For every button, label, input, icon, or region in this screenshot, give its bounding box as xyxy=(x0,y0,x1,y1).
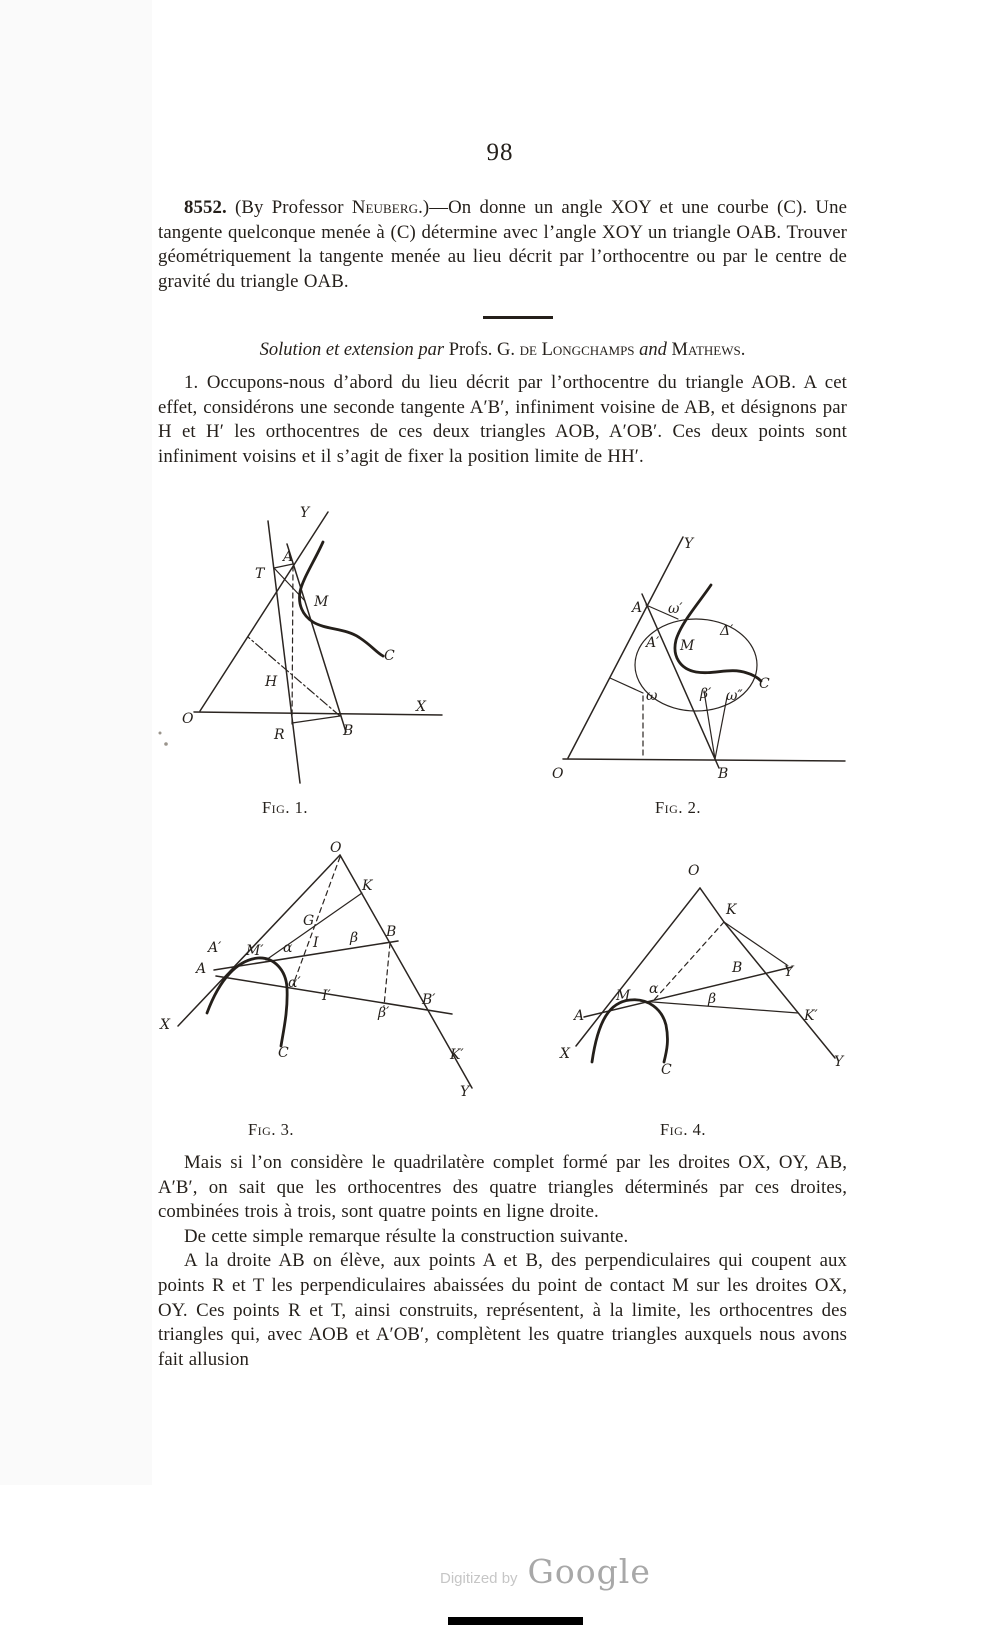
figure-1-caption: Fig. 1. xyxy=(262,798,308,817)
paragraph-text: 1. Occupons-nous d’abord du lieu décrit par l’orthocentre du triangle AOB. A cet effet, considérons une seconde tangente A′B′, infiniment voisine de AB, et désignons par H et H′ les orthocentres de ces deux triangles AOB, A′OB′. Ces deux points sont infiniment voisins et il s’agit de fixer la position limite de HH′. xyxy=(158,372,847,467)
fig4-lines xyxy=(576,888,835,1062)
figure-point-label: G xyxy=(303,913,315,929)
fig2-line-OX xyxy=(563,759,845,761)
fig4-segment-K-right xyxy=(724,922,787,965)
solution-author-2: Mathews xyxy=(671,340,741,360)
figure-point-label: M xyxy=(680,638,695,654)
problem-statement xyxy=(158,196,847,294)
problem-attribution-pre: (By Professor xyxy=(226,197,352,218)
figure-point-label: K xyxy=(726,902,737,918)
body-paragraphs-bottom xyxy=(158,1151,847,1372)
figure-point-label: I xyxy=(313,935,319,951)
figure-point-label: B′ xyxy=(422,992,436,1008)
problem-paragraph xyxy=(158,196,847,294)
figure-point-label: α xyxy=(649,981,659,997)
solution-author-1: de Longchamps xyxy=(519,340,635,360)
figure-point-label: M xyxy=(616,988,631,1004)
figure-4 xyxy=(540,850,860,1082)
paragraph-text: Mais si l’on considère le quadrilatère complet formé par les droites OX, OY, AB, A′B′, on sait que les orthocentres des quatre triangles déterminés par ces droites, combinées trois à trois, sont quatre points en ligne droite. xyxy=(158,1152,847,1223)
problem-text: On donne un angle XOY et une courbe (C). Une tangente quelconque menée à (C) détermine avec l’angle XOY un triangle OAB. Trouver géométriquement la tangente menée au lieu décrit par l’orthocentre ou par le centre de gravité du triangle OAB. xyxy=(158,197,847,292)
fig1-tangent-AMB xyxy=(287,544,346,732)
figure-point-label: A xyxy=(196,961,207,977)
page-number: 98 xyxy=(486,139,514,166)
paragraph-text: A la droite AB on élève, aux points A et B, des perpendiculaires qui coupent aux points R et T les perpendiculaires abaissées du point de contact M sur les droites OX, OY. Ces points R et T, ainsi construits, représentent, à la limite, les orthocentres des triangles qui, avec AOB et A′OB′, complètent les quatre triangles auxquels nous avons fait allusion xyxy=(158,1250,847,1370)
figure-point-label: β xyxy=(708,991,717,1007)
figure-point-label: β′ xyxy=(378,1005,390,1021)
fig3-lines xyxy=(178,855,472,1088)
figure-point-label: Y xyxy=(784,964,794,980)
problem-attribution-post: .)— xyxy=(418,197,449,218)
fig3-dashed-B-betaprime xyxy=(384,943,390,1006)
problem-number: 8552. xyxy=(184,197,227,218)
figure-point-label: T xyxy=(255,566,265,582)
fig1-segment-BR xyxy=(292,716,340,723)
figure-point-label: B xyxy=(732,960,743,976)
figure-point-label: Δ′ xyxy=(720,623,734,639)
figure-point-label: β xyxy=(350,930,359,946)
figure-point-label: Y xyxy=(460,1084,470,1100)
figure-point-label: Y xyxy=(300,505,310,521)
figure-point-label: K xyxy=(362,878,373,894)
fig4-segment-alpha-Kprime xyxy=(640,1001,798,1013)
fig2-segment-B-omega-dblprime xyxy=(715,697,727,759)
figure-point-label: C xyxy=(278,1045,289,1061)
figure-point-label: B xyxy=(386,924,397,940)
fig1-line-OX xyxy=(194,712,442,715)
figure-point-label: A xyxy=(283,549,294,565)
figure-point-label: C xyxy=(661,1062,672,1078)
figure-point-label: K′ xyxy=(804,1008,818,1024)
fig4-line-K-Kprime-Y xyxy=(724,922,835,1058)
paragraph-text: De cette simple remarque résulte la construction suivante. xyxy=(184,1225,629,1247)
watermark-digitized-text: Digitized by xyxy=(440,1570,518,1587)
fig4-curve-C xyxy=(592,1000,667,1062)
figure-point-label: M xyxy=(314,594,329,610)
figure-3-caption: Fig. 3. xyxy=(248,1120,294,1139)
figure-point-label: C xyxy=(759,676,770,692)
fig3-tangent-AB xyxy=(214,941,398,970)
watermark xyxy=(440,1552,651,1591)
figure-point-label: X xyxy=(560,1046,570,1062)
figure-point-label: C xyxy=(384,648,395,664)
figure-point-label: X xyxy=(416,699,426,715)
solution-heading xyxy=(158,340,847,361)
solution-lead: Solution et extension par xyxy=(259,340,449,360)
figure-point-label: K′ xyxy=(450,1047,464,1063)
figure-point-label: R xyxy=(274,727,285,743)
scan-speck xyxy=(159,732,162,735)
figure-point-label: A′ xyxy=(208,940,222,956)
figure-4-caption: Fig. 4. xyxy=(660,1120,706,1139)
google-logo: Google xyxy=(527,1552,651,1591)
solution-period: . xyxy=(740,340,746,360)
figure-point-label: A xyxy=(632,600,643,616)
figure-point-label: A xyxy=(574,1008,585,1024)
fig2-curve-C xyxy=(675,585,761,681)
figure-point-label: Y xyxy=(684,536,694,552)
figure-point-label: ω xyxy=(646,688,658,704)
problem-author: Neuberg xyxy=(351,197,419,218)
fig3-tangent-AprimeBprime xyxy=(216,976,452,1014)
figure-point-label: α xyxy=(283,940,293,956)
figure-point-label: β′ xyxy=(700,686,712,702)
fig1-lines xyxy=(159,512,443,783)
figure-point-label: O xyxy=(182,711,194,727)
solution-and: and xyxy=(634,340,672,360)
solution-profs: Profs. G. xyxy=(448,340,520,360)
figure-point-label: Y xyxy=(834,1054,844,1070)
figure-point-label: B xyxy=(718,766,729,782)
fig4-segment-OK xyxy=(700,888,724,922)
fig1-curve-C xyxy=(300,542,383,656)
fig4-line-OX xyxy=(576,888,700,1046)
figure-point-label: I′ xyxy=(322,988,331,1004)
figure-point-label: ω′ xyxy=(668,601,683,617)
figure-point-label: B xyxy=(343,723,354,739)
section-divider-rule xyxy=(483,316,553,319)
figure-point-label: α′ xyxy=(288,975,301,991)
scan-margin-shadow xyxy=(0,0,152,1485)
figure-2 xyxy=(530,520,860,788)
scan-black-bar xyxy=(448,1617,583,1625)
figure-1 xyxy=(150,480,450,792)
figure-point-label: X xyxy=(160,1017,170,1033)
figure-point-label: O xyxy=(688,863,700,879)
fig2-lines xyxy=(563,537,845,768)
fig1-altitude-B-dashdot xyxy=(248,637,340,716)
figure-point-label: H xyxy=(265,674,278,690)
figure-point-label: O xyxy=(552,766,564,782)
scan-speck xyxy=(164,742,168,746)
fig3-median-O-dashed xyxy=(293,857,340,985)
figure-point-label: O xyxy=(330,840,342,856)
fig1-altitude-A-dashed xyxy=(292,566,293,726)
body-paragraph-1 xyxy=(158,371,847,469)
fig3-curve-C xyxy=(207,958,287,1046)
figure-point-label: M′ xyxy=(246,943,264,959)
figure-3 xyxy=(150,830,490,1102)
figure-point-label: ω″ xyxy=(726,688,743,704)
figure-point-label: A′ xyxy=(646,635,660,651)
figure-2-caption: Fig. 2. xyxy=(655,798,701,817)
